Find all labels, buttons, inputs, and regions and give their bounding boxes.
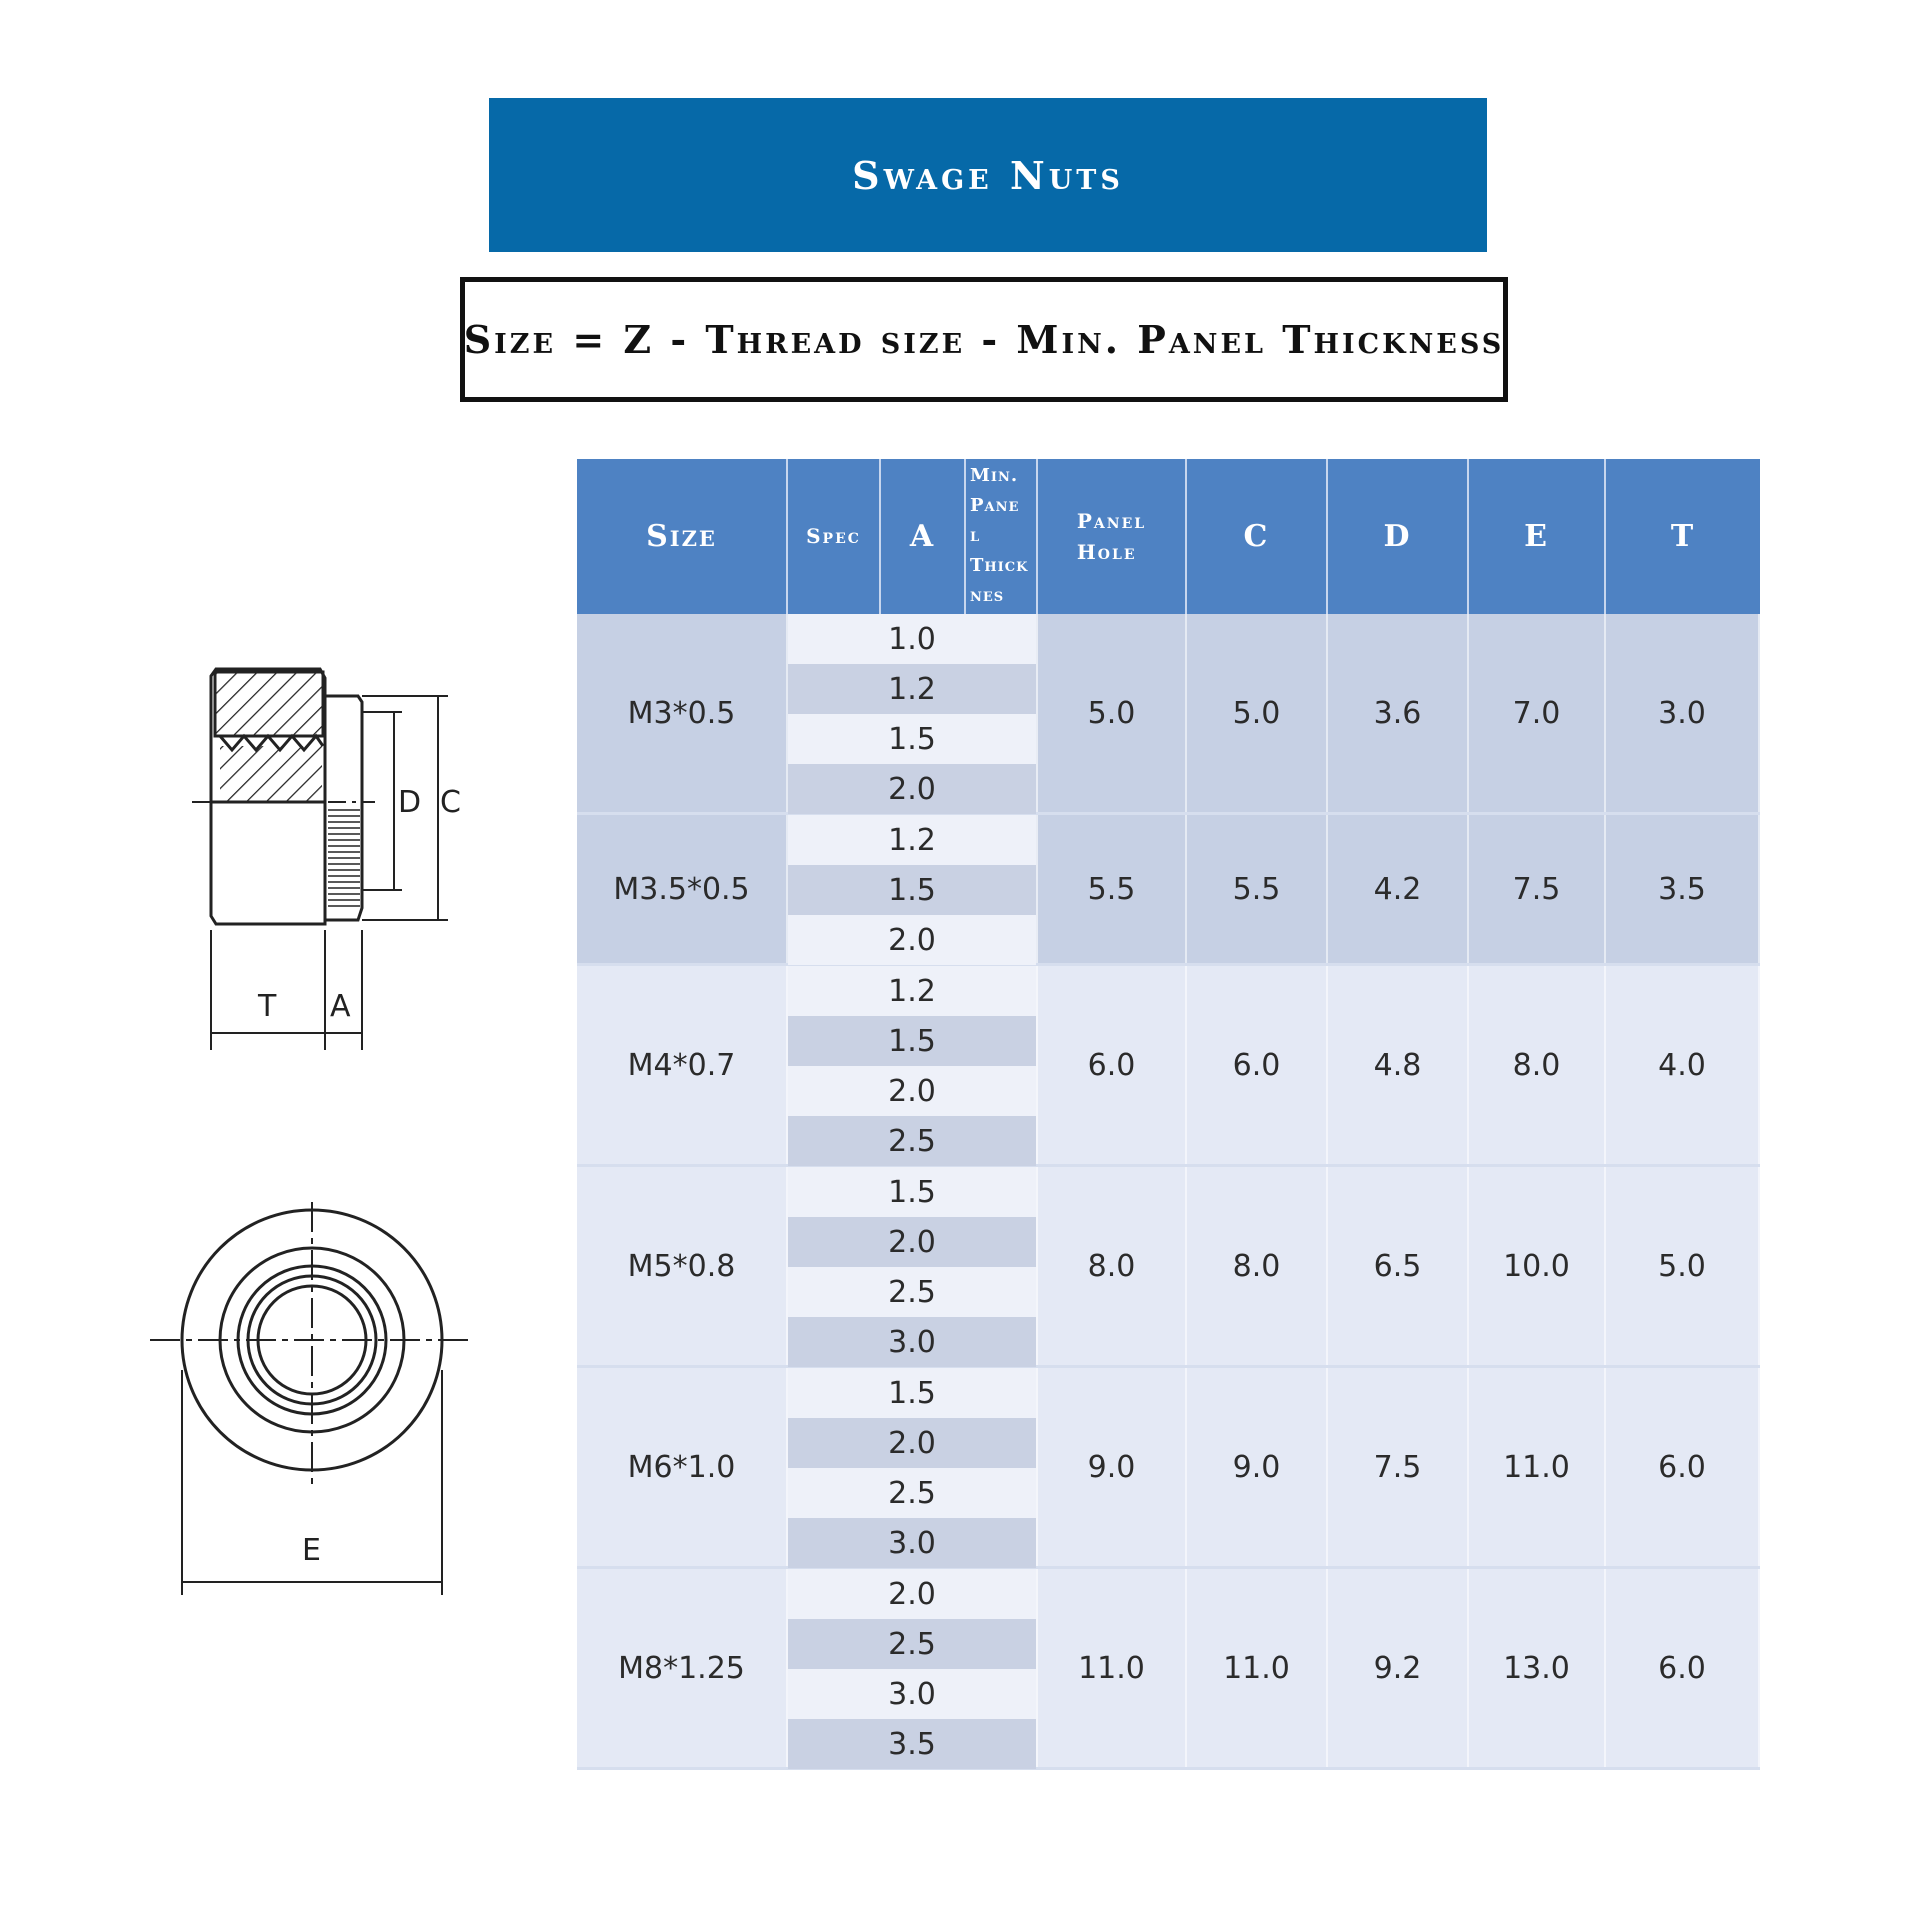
cell-a: 1.2	[788, 966, 1036, 1016]
cell-d: 4.2	[1328, 815, 1469, 963]
cell-panel-hole: 5.5	[1038, 815, 1187, 963]
cell-a: 3.0	[788, 1669, 1036, 1719]
spec-a-column	[788, 815, 1038, 963]
cell-a: 1.5	[788, 865, 1036, 915]
header-t: T	[1670, 519, 1696, 554]
cell-panel-hole: 8.0	[1038, 1167, 1187, 1365]
cell-a: 2.0	[788, 1066, 1036, 1116]
header-size: Size	[577, 459, 788, 614]
cell-a: 1.5	[788, 1368, 1036, 1418]
cell-c: 6.0	[1187, 966, 1328, 1164]
cell-e: 11.0	[1469, 1368, 1606, 1566]
spec-a-column	[788, 1368, 1038, 1566]
cell-a: 1.5	[788, 1016, 1036, 1066]
cell-size: M6*1.0	[577, 1368, 788, 1566]
cell-a: 2.0	[788, 1418, 1036, 1468]
table-row	[577, 1368, 1760, 1569]
table-row	[577, 815, 1760, 966]
header-min-panel-line: Min.	[970, 465, 1019, 486]
cell-size: M8*1.25	[577, 1569, 788, 1767]
cell-t: 6.0	[1606, 1368, 1760, 1566]
cell-a: 1.0	[788, 614, 1036, 664]
cell-c: 5.0	[1187, 614, 1328, 812]
cell-e: 13.0	[1469, 1569, 1606, 1767]
cell-d: 3.6	[1328, 614, 1469, 812]
cell-a: 1.5	[788, 1167, 1036, 1217]
header-e: E	[1469, 459, 1606, 614]
cell-a: 2.5	[788, 1619, 1036, 1669]
cell-t: 4.0	[1606, 966, 1760, 1164]
spec-a-column	[788, 966, 1038, 1164]
cell-size: M4*0.7	[577, 966, 788, 1164]
cell-a: 2.0	[788, 1217, 1036, 1267]
cell-size: M5*0.8	[577, 1167, 788, 1365]
dim-label-d: D	[398, 785, 422, 820]
cell-c: 9.0	[1187, 1368, 1328, 1566]
cell-d: 9.2	[1328, 1569, 1469, 1767]
table-row	[577, 966, 1760, 1167]
cell-c: 5.5	[1187, 815, 1328, 963]
cell-panel-hole: 11.0	[1038, 1569, 1187, 1767]
cell-a: 3.5	[788, 1719, 1036, 1769]
header-panel-hole	[1038, 459, 1187, 614]
cell-e: 7.5	[1469, 815, 1606, 963]
specification-table	[577, 459, 1760, 1770]
dim-label-t: T	[258, 989, 277, 1024]
dim-label-e: E	[302, 1533, 321, 1568]
cell-d: 4.8	[1328, 966, 1469, 1164]
cell-panel-hole: 5.0	[1038, 614, 1187, 812]
header-a: A	[881, 459, 966, 614]
header-min-panel-line: Thick	[970, 555, 1029, 576]
cell-a: 2.0	[788, 764, 1036, 814]
cell-t: 3.5	[1606, 815, 1760, 963]
cell-size: M3*0.5	[577, 614, 788, 812]
header-min-panel-line: l	[970, 525, 981, 546]
cell-a: 2.5	[788, 1468, 1036, 1518]
spec-a-column	[788, 614, 1038, 812]
title-banner	[489, 98, 1487, 252]
header-panel-hole-line: Hole	[1076, 539, 1137, 564]
header-min-panel-line: Pane	[970, 495, 1020, 516]
header-d: D	[1328, 459, 1469, 614]
cell-a: 2.0	[788, 1569, 1036, 1619]
nut-side-view	[192, 669, 448, 1050]
header-min-panel-line: nes	[970, 585, 1005, 606]
cell-a: 1.2	[788, 815, 1036, 865]
size-formula: Size = Z - Thread size - Min. Panel Thickness	[463, 317, 1505, 362]
cell-e: 8.0	[1469, 966, 1606, 1164]
cell-a: 3.0	[788, 1518, 1036, 1568]
cell-a: 2.5	[788, 1267, 1036, 1317]
cell-a: 1.2	[788, 664, 1036, 714]
cell-panel-hole: 9.0	[1038, 1368, 1187, 1566]
cell-e: 7.0	[1469, 614, 1606, 812]
cell-e: 10.0	[1469, 1167, 1606, 1365]
table-row	[577, 1569, 1760, 1770]
dim-label-c: C	[440, 785, 461, 820]
cell-d: 6.5	[1328, 1167, 1469, 1365]
table-header	[577, 459, 1760, 614]
cell-a: 2.5	[788, 1116, 1036, 1166]
cell-a: 3.0	[788, 1317, 1036, 1367]
table-row	[577, 1167, 1760, 1368]
cell-panel-hole: 6.0	[1038, 966, 1187, 1164]
cell-t: 6.0	[1606, 1569, 1760, 1767]
cell-a: 1.5	[788, 714, 1036, 764]
size-formula-box	[460, 277, 1508, 402]
spec-a-column	[788, 1569, 1038, 1767]
header-min-panel-thickness	[966, 459, 1038, 614]
cell-t: 5.0	[1606, 1167, 1760, 1365]
header-c: C	[1187, 459, 1328, 614]
header-panel-hole-line: Panel	[1076, 508, 1147, 533]
table-row	[577, 614, 1760, 815]
table-body	[577, 614, 1760, 1770]
cell-c: 11.0	[1187, 1569, 1328, 1767]
spec-a-column	[788, 1167, 1038, 1365]
dim-label-a: A	[330, 989, 351, 1024]
page-title: Swage Nuts	[852, 152, 1124, 198]
header-spec: Spec	[788, 459, 881, 614]
cell-c: 8.0	[1187, 1167, 1328, 1365]
nut-technical-drawing	[140, 650, 480, 1610]
cell-d: 7.5	[1328, 1368, 1469, 1566]
cell-t: 3.0	[1606, 614, 1760, 812]
cell-a: 2.0	[788, 915, 1036, 965]
cell-size: M3.5*0.5	[577, 815, 788, 963]
